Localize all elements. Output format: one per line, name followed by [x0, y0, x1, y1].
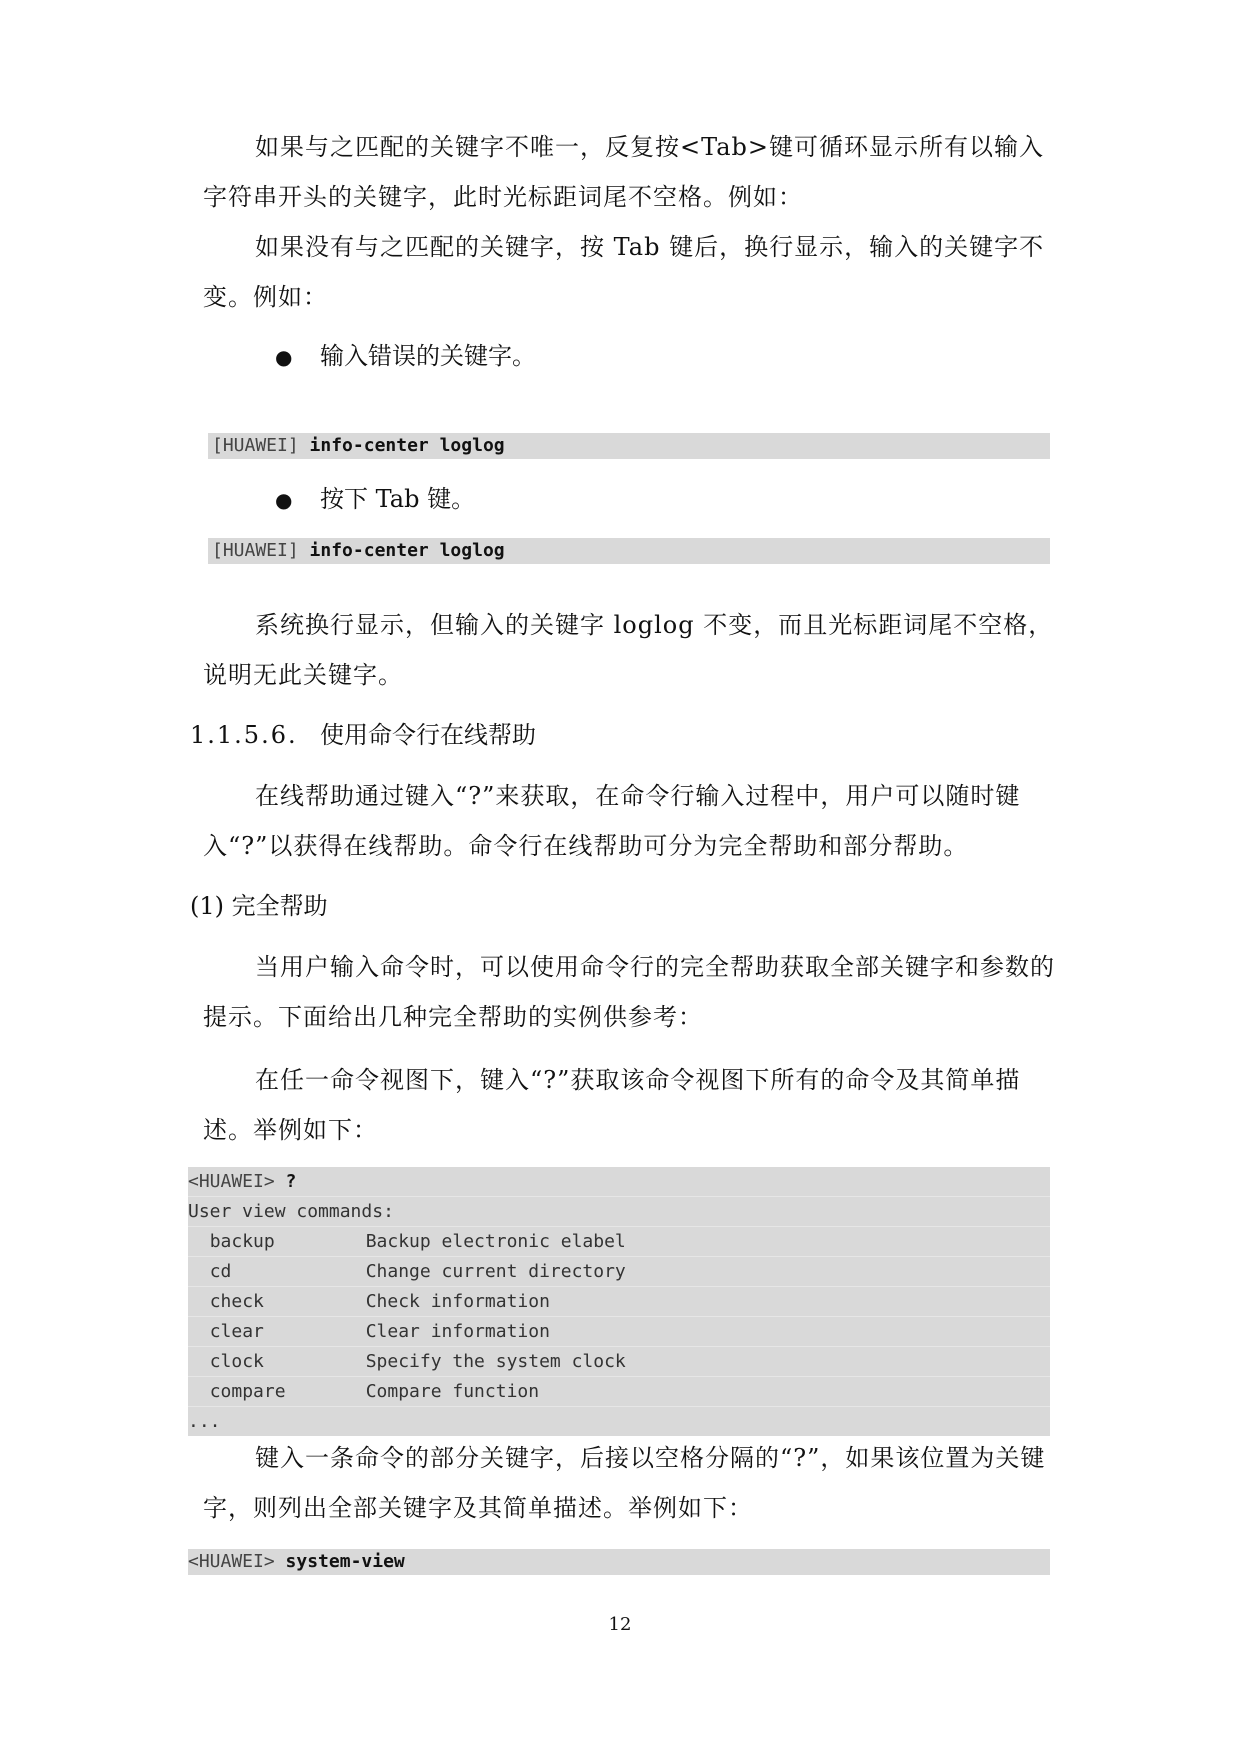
code-prompt: [HUAWEI] [212, 540, 299, 561]
code-row-keyword: backup [209, 1231, 275, 1252]
code-block-loglog-2 [208, 538, 1050, 564]
code-row-keyword: clock [209, 1351, 264, 1372]
code-line [208, 538, 1050, 564]
code-row-description: Compare function [365, 1381, 540, 1402]
paragraph-no-match: 如果没有与之匹配的关键字，按 Tab 键后，换行显示，输入的关键字不变。例如： [203, 233, 1045, 311]
code-command: info-center loglog [309, 540, 505, 561]
code-row-keyword: compare [209, 1381, 286, 1402]
code-block-loglog-1 [208, 433, 1050, 459]
code-prompt: [HUAWEI] [212, 435, 299, 456]
section-title: 使用命令行在线帮助 [320, 721, 536, 749]
code-command: system-view [285, 1551, 405, 1572]
subsection-heading [190, 891, 328, 921]
code-row [188, 1287, 1050, 1317]
code-row [188, 1227, 1050, 1257]
code-row-description: Clear information [365, 1321, 550, 1342]
paragraph-loglog-result: 系统换行显示，但输入的关键字 loglog 不变，而且光标距词尾不空格，说明无此关键字。 [203, 611, 1054, 689]
code-row-description: Change current directory [365, 1261, 626, 1282]
bullet-item-wrong-keyword [275, 341, 536, 372]
section-heading [190, 720, 536, 750]
code-row [188, 1257, 1050, 1287]
section-number: 1.1.5.6. [190, 721, 298, 749]
page-number: 12 [608, 1614, 632, 1635]
code-ellipsis-line: ... [188, 1411, 221, 1432]
code-row-description: Specify the system clock [365, 1351, 626, 1372]
code-row [188, 1317, 1050, 1347]
bullet-dot-icon: ● [275, 345, 293, 369]
bullet-text: 输入错误的关键字。 [320, 342, 536, 370]
code-command: ? [285, 1171, 297, 1192]
code-line [208, 433, 1050, 459]
code-row-description: Check information [365, 1291, 550, 1312]
code-prompt: <HUAWEI> [188, 1551, 275, 1572]
code-line [188, 1167, 1050, 1197]
code-row [188, 1377, 1050, 1407]
paragraph-partial-keyword: 键入一条命令的部分关键字，后接以空格分隔的“?”，如果该位置为关键字，则列出全部关键字及其简单描述。举例如下： [203, 1444, 1046, 1522]
code-command: info-center loglog [309, 435, 505, 456]
paragraph-online-help: 在线帮助通过键入“?”来获取，在命令行输入过程中，用户可以随时键入“?”以获得在线帮助。命令行在线帮助可分为完全帮助和部分帮助。 [203, 782, 1021, 860]
subsection-title: 完全帮助 [231, 892, 328, 920]
code-row-keyword: cd [209, 1261, 232, 1282]
paragraph-full-help: 当用户输入命令时，可以使用命令行的完全帮助获取全部关键字和参数的提示。下面给出几种完全帮助的实例供参考： [203, 953, 1055, 1031]
bullet-item-press-tab [275, 484, 475, 515]
code-row-keyword: check [209, 1291, 264, 1312]
code-row-keyword: clear [209, 1321, 264, 1342]
bullet-text: 按下 Tab 键。 [320, 485, 476, 513]
code-row [188, 1347, 1050, 1377]
subsection-number: (1) [190, 892, 224, 920]
code-line [188, 1549, 1050, 1575]
bullet-dot-icon: ● [275, 488, 293, 512]
paragraph-any-view: 在任一命令视图下，键入“?”获取该命令视图下所有的命令及其简单描述。举例如下： [203, 1066, 1021, 1144]
code-prompt: <HUAWEI> [188, 1171, 275, 1192]
code-row-description: Backup electronic elabel [365, 1231, 626, 1252]
code-block-user-view-commands [188, 1167, 1050, 1436]
code-header-line: User view commands: [188, 1197, 1050, 1227]
code-block-system-view [188, 1549, 1050, 1575]
paragraph-tab-cycle: 如果与之匹配的关键字不唯一，反复按<Tab>键可循环显示所有以输入字符串开头的关键字，此时光标距词尾不空格。例如： [203, 133, 1045, 211]
